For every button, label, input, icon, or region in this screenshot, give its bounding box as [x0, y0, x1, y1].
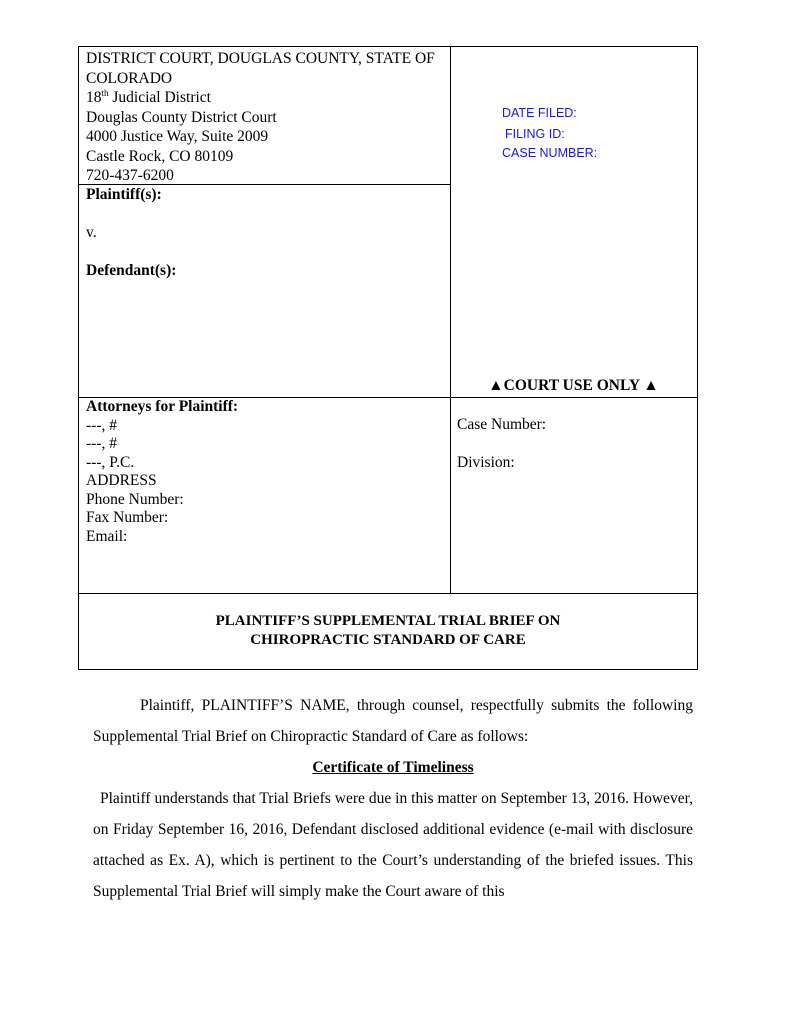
- versus-label: v.: [86, 224, 97, 241]
- court-use-only-label: ▲COURT USE ONLY ▲: [488, 377, 659, 394]
- filing-id-label: FILING ID:: [505, 127, 565, 141]
- section-heading: Certificate of Timeliness: [312, 759, 474, 776]
- district-rest: Judicial District: [108, 89, 211, 106]
- court-building: Douglas County District Court: [86, 108, 277, 126]
- court-name-line-1: DISTRICT COURT, DOUGLAS COUNTY, STATE OF: [86, 50, 435, 67]
- court-name-line-2: COLORADO: [86, 69, 173, 87]
- brief-body: [93, 690, 693, 907]
- filing-stamp-cell: [450, 47, 697, 398]
- date-filed-label: DATE FILED:: [502, 106, 577, 120]
- case-number-label: Case Number:: [457, 416, 547, 433]
- document-title: [79, 593, 697, 669]
- attorney-heading: Attorneys for Plaintiff:: [86, 398, 239, 415]
- attorney-line: ---, #: [86, 416, 117, 434]
- division-label: Division:: [457, 454, 515, 471]
- attorney-cell: [79, 397, 451, 594]
- district-ordinal: th: [101, 87, 109, 98]
- title-line-1: PLAINTIFF’S SUPPLEMENTAL TRIAL BRIEF ON: [215, 613, 561, 629]
- court-street-address: 4000 Justice Way, Suite 2009: [86, 128, 269, 145]
- attorney-email: Email:: [86, 527, 128, 545]
- attorney-address: ADDRESS: [86, 472, 157, 489]
- plaintiff-label: Plaintiff(s):: [86, 186, 162, 203]
- title-line-2: CHIROPRACTIC STANDARD OF CARE: [250, 632, 526, 648]
- case-number-stamp-label: CASE NUMBER:: [502, 146, 598, 160]
- attorney-line: ---, #: [86, 435, 117, 452]
- firm-line: ---, P.C.: [86, 453, 135, 471]
- judicial-district: [86, 88, 443, 108]
- defendant-label: Defendant(s):: [86, 262, 177, 279]
- case-caption-table: [78, 46, 698, 670]
- intro-paragraph: Plaintiff, PLAINTIFF’S NAME, through counsel, respectfully submits the following Supplemental Trial Brief on Chiropractic Standard of Care as follows:: [93, 697, 693, 745]
- court-city-state-zip: Castle Rock, CO 80109: [86, 147, 234, 165]
- district-number: 18: [86, 89, 102, 106]
- parties-cell: [79, 185, 451, 398]
- timeliness-paragraph: Plaintiff understands that Trial Briefs were due in this matter on September 13, 2016. However, on Friday September 16, 2016, Defendant disclosed additional evidence (e-mail with disclosure attached as Ex. A), which is pertinent to the Court’s understanding of the briefed issues. This Supplemental Trial Brief will simply make the Court aware of this: [93, 790, 693, 900]
- attorney-phone: Phone Number:: [86, 490, 184, 508]
- court-info-cell: [79, 47, 451, 185]
- attorney-fax: Fax Number:: [86, 509, 169, 526]
- case-info-cell: [450, 397, 697, 594]
- court-phone: 720-437-6200: [86, 167, 174, 184]
